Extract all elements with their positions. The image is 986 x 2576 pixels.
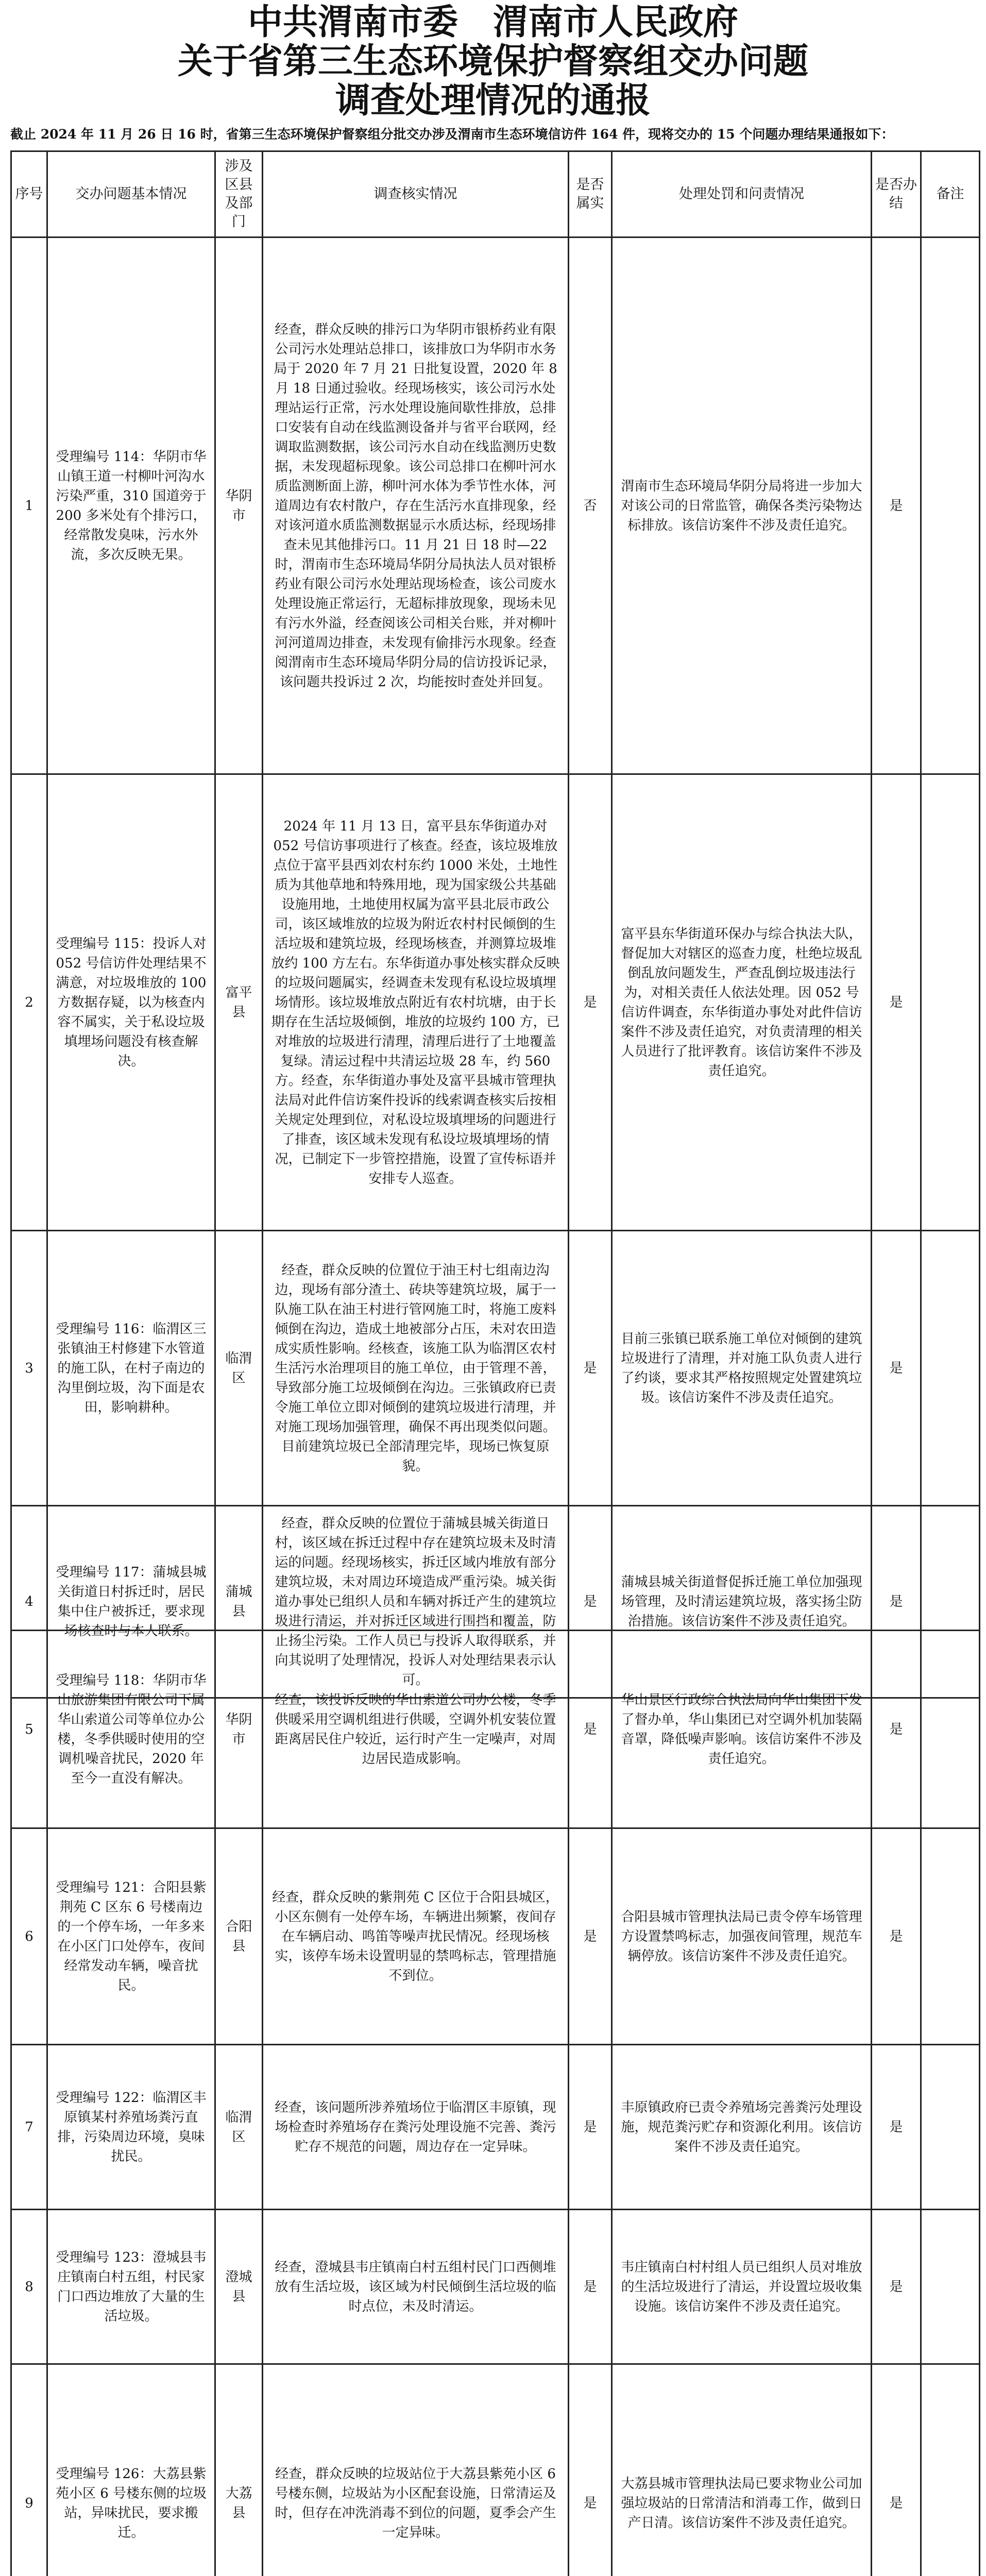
intro-paragraph: 截止 2024 年 11 月 26 日 16 时，省第三生态环境保护督察组分批交办涉及渭南市生态环境信访件 164 件，现将交办的 15 个问题办理结果通报如下：	[10, 127, 894, 142]
table-row	[11, 2045, 980, 2210]
cell-no: 2	[11, 774, 47, 1231]
document-title-line1: 关于省第三生态环境保护督察组交办问题	[177, 41, 808, 82]
cell-true-status: 是	[569, 2210, 612, 2364]
cell-district: 澄城县	[215, 2210, 263, 2364]
cell-remark	[921, 774, 980, 1231]
table-row	[11, 2210, 980, 2364]
cell-done: 是	[872, 1506, 921, 1698]
cell-true-status: 是	[569, 2364, 612, 2576]
cell-remark	[921, 1631, 980, 1828]
cell-handling: 富平县东华街道环保办与综合执法大队，督促加大对辖区的巡查力度，杜绝垃圾乱倒乱放问题发生，严查乱倒垃圾违法行为，对相关责任人依法处理。因 052 号信访件调查，东华街道办事处对此件信访案件不涉及责任追究，对负责清理的相关人员进行了批评教育。该信访案件不涉及责任追究。	[612, 774, 872, 1231]
cell-handling: 丰原镇政府已责令养殖场完善粪污处理设施，规范粪污贮存和资源化利用。该信访案件不涉及责任追究。	[612, 2045, 872, 2210]
cell-no: 6	[11, 1828, 47, 2045]
cell-handling: 渭南市生态环境局华阴分局将进一步加大对该公司的日常监管，确保各类污染物达标排放。该信访案件不涉及责任追究。	[612, 238, 872, 774]
cell-done: 是	[872, 1631, 921, 1828]
table-header-row	[11, 151, 980, 238]
cell-district: 华阴市	[215, 1631, 263, 1828]
cell-done: 是	[872, 2045, 921, 2210]
cell-true-status: 是	[569, 2045, 612, 2210]
cell-investigation: 经查，群众反映的排污口为华阴市银桥药业有限公司污水处理站总排口，该排放口为华阴市水务局于 2020 年 7 月 21 日批复设置，2020 年 8 月 18 日通过验收。经现场核实，该公司污水处理站运行正常，污水处理设施间歇性排放，总排口安装有自动在线监测设备并与省平台联网，经调取监测数据，该公司污水自动在线监测历史数据，未发现超标现象。该公司总排口在柳叶河水质监测断面上游，柳叶河水体为季节性水体，河道周边有农村散户，存在生活污水直排现象，经对该河道水质监测数据显示水质达标，经现场排查未见其他排污口。11 月 21 日 18 时—22 时，渭南市生态环境局华阴分局执法人员对银桥药业有限公司污水处理站现场检查，该公司废水处理设施正常运行，无超标排放现象，现场未见有污水外溢，经查阅该公司相关台账，并对柳叶河河道周边排查，未发现有偷排污水现象。经查阅渭南市生态环境局华阴分局的信访投诉记录，该问题共投诉过 2 次，均能按时查处并回复。	[263, 238, 569, 774]
cell-done: 是	[872, 1231, 921, 1506]
cell-remark	[921, 1828, 980, 2045]
cell-remark	[921, 2210, 980, 2364]
cell-district: 蒲城县	[215, 1506, 263, 1698]
col-header-true: 是否属实	[569, 151, 612, 238]
col-header-remark: 备注	[921, 151, 980, 238]
cell-true-status: 是	[569, 1231, 612, 1506]
cell-handling: 蒲城县城关街道督促拆迁施工单位加强现场管理，及时清运建筑垃圾，落实扬尘防治措施。该信访案件不涉及责任追究。	[612, 1506, 872, 1698]
cell-investigation: 经查，群众反映的垃圾站位于大荔县紫苑小区 6 号楼东侧，垃圾站为小区配套设施，日常清运及时，但存在冲洗消毒不到位的问题，夏季会产生一定异味。	[263, 2364, 569, 2576]
col-header-done: 是否办结	[872, 151, 921, 238]
cell-investigation: 经查，群众反映的位置位于油王村七组南边沟边，现场有部分渣土、砖块等建筑垃圾，属于一队施工队在油王村进行管网施工时，将施工废料倾倒在沟边，造成土地被部分占压，未对农田造成实质性影响。经核查，该施工队为临渭区农村生活污水治理项目的施工单位，由于管理不善，导致部分施工垃圾倾倒在沟边。三张镇政府已责令施工单位立即对倾倒的建筑垃圾进行清理，并对施工现场加强管理，确保不再出现类似问题。目前建筑垃圾已全部清理完毕，现场已恢复原貌。	[263, 1231, 569, 1506]
cell-district: 临渭区	[215, 2045, 263, 2210]
cell-district: 富平县	[215, 774, 263, 1231]
table-row	[11, 1231, 980, 1506]
cell-district: 临渭区	[215, 1231, 263, 1506]
cell-no: 8	[11, 2210, 47, 2364]
cell-no: 3	[11, 1231, 47, 1506]
cell-handling: 大荔县城市管理执法局已要求物业公司加强垃圾站的日常清洁和消毒工作，做到日产日清。该信访案件不涉及责任追究。	[612, 2364, 872, 2576]
cell-handling: 华山景区行政综合执法局向华山集团下发了督办单，华山集团已对空调外机加装隔音罩，降低噪声影响。该信访案件不涉及责任追究。	[612, 1631, 872, 1828]
cases-table-part2	[10, 1630, 980, 2576]
col-header-handling: 处理处罚和问责情况	[612, 151, 872, 238]
cell-no: 1	[11, 238, 47, 774]
cell-done: 是	[872, 2364, 921, 2576]
cell-handling: 韦庄镇南白村村组人员已组织人员对堆放的生活垃圾进行了清运，并设置垃圾收集设施。该信访案件不涉及责任追究。	[612, 2210, 872, 2364]
table-row	[11, 774, 980, 1231]
cell-investigation: 经查，该投诉反映的华山索道公司办公楼，冬季供暖采用空调机组进行供暖，空调外机安装位置距离居民住户较近，运行时产生一定噪声，对周边居民造成影响。	[263, 1631, 569, 1828]
cell-problem: 受理编号 122：临渭区丰原镇某村养殖场粪污直排，污染周边环境，臭味扰民。	[47, 2045, 215, 2210]
document-header	[0, 0, 986, 121]
cell-problem: 受理编号 121：合阳县紫荆苑 C 区东 6 号楼南边的一个停车场，一年多来在小区门口处停车，夜间经常发动车辆，噪音扰民。	[47, 1828, 215, 2045]
cell-true-status: 是	[569, 1631, 612, 1828]
cell-district: 大荔县	[215, 2364, 263, 2576]
cell-remark	[921, 238, 980, 774]
cell-remark	[921, 1231, 980, 1506]
cell-district: 华阴市	[215, 238, 263, 774]
cell-investigation: 2024 年 11 月 13 日，富平县东华街道办对 052 号信访事项进行了核查。经查，该垃圾堆放点位于富平县西刘农村东约 1000 米处，土地性质为其他草地和特殊用地，现为国家级公共基础设施用地，土地使用权属为富平县北辰市政公司，该区域堆放的垃圾为附近农村村民倾倒的生活垃圾和建筑垃圾，经现场核查，并测算垃圾堆放约 100 方左右。东华街道办事处核实群众反映的垃圾问题属实，经调查未发现有私设垃圾填埋场情形。该垃圾堆放点附近有农村坑塘，由于长期存在生活垃圾倾倒，堆放的垃圾约 100 方，已对堆放的垃圾进行清理，清理后进行了土地覆盖复绿。清运过程中共清运垃圾 28 车，约 560 方。经查，东华街道办事处及富平县城市管理执法局对此件信访案件投诉的线索调查核实后按相关规定处理到位，对私设垃圾填埋场的问题进行了排查，该区域未发现有私设垃圾填埋场的情况，已制定下一步管控措施，设置了宣传标语并安排专人巡查。	[263, 774, 569, 1231]
cell-investigation: 经查，群众反映的紫荆苑 C 区位于合阳县城区，小区东侧有一处停车场，车辆进出频繁，夜间存在车辆启动、鸣笛等噪声扰民情况。经现场核实，该停车场未设置明显的禁鸣标志，管理措施不到位。	[263, 1828, 569, 2045]
cell-problem: 受理编号 115：投诉人对 052 号信访件处理结果不满意，对垃圾堆放的 100 方数据存疑，以为核查内容不属实，关于私设垃圾填埋场问题没有核查解决。	[47, 774, 215, 1231]
cell-true-status: 是	[569, 1828, 612, 2045]
col-header-problem: 交办问题基本情况	[47, 151, 215, 238]
cell-problem: 受理编号 114：华阴市华山镇王道一村柳叶河沟水污染严重，310 国道旁于 200 多米处有个排污口，经常散发臭味，污水外流，多次反映无果。	[47, 238, 215, 774]
cell-true-status: 否	[569, 238, 612, 774]
cell-problem: 受理编号 117：蒲城县城关街道日村拆迁时，居民集中住户被拆迁，要求现场核查时与本人联系。	[47, 1506, 215, 1698]
table-row	[11, 2364, 980, 2576]
table-row	[11, 1631, 980, 1828]
cell-true-status: 是	[569, 774, 612, 1231]
col-header-district: 涉及区县及部门	[215, 151, 263, 238]
cell-done: 是	[872, 774, 921, 1231]
document-title-line2: 调查处理情况的通报	[335, 80, 651, 121]
cell-no: 9	[11, 2364, 47, 2576]
table-row	[11, 1828, 980, 2045]
cell-investigation: 经查，群众反映的位置位于蒲城县城关街道日村，该区域在拆迁过程中存在建筑垃圾未及时清运的问题。经现场核实，拆迁区域内堆放有部分建筑垃圾，未对周边环境造成严重污染。城关街道办事处已组织人员和车辆对拆迁产生的建筑垃圾进行清运，并对拆迁区域进行围挡和覆盖，防止扬尘污染。工作人员已与投诉人取得联系，并向其说明了处理情况，投诉人对处理结果表示认可。	[263, 1506, 569, 1698]
cell-investigation: 经查，澄城县韦庄镇南白村五组村民门口西侧堆放有生活垃圾，该区域为村民倾倒生活垃圾的临时点位，未及时清运。	[263, 2210, 569, 2364]
cell-problem: 受理编号 126：大荔县紫苑小区 6 号楼东侧的垃圾站，异味扰民，要求搬迁。	[47, 2364, 215, 2576]
cell-done: 是	[872, 2210, 921, 2364]
cell-problem: 受理编号 123：澄城县韦庄镇南白村五组，村民家门口西边堆放了大量的生活垃圾。	[47, 2210, 215, 2364]
issuing-organization: 中共渭南市委 渭南市人民政府	[247, 2, 738, 43]
cell-no: 4	[11, 1506, 47, 1698]
cell-problem: 受理编号 116：临渭区三张镇油王村修建下水管道的施工队，在村子南边的沟里倒垃圾，沟下面是农田，影响耕种。	[47, 1231, 215, 1506]
cell-remark	[921, 2364, 980, 2576]
cell-district: 合阳县	[215, 1828, 263, 2045]
cell-no: 5	[11, 1631, 47, 1828]
table-row	[11, 238, 980, 774]
col-header-investigation: 调查核实情况	[263, 151, 569, 238]
col-header-no: 序号	[11, 151, 47, 238]
cell-no: 7	[11, 2045, 47, 2210]
cell-investigation: 经查，该问题所涉养殖场位于临渭区丰原镇，现场检查时养殖场存在粪污处理设施不完善、粪污贮存不规范的问题，周边存在一定异味。	[263, 2045, 569, 2210]
cell-done: 是	[872, 238, 921, 774]
cell-problem: 受理编号 118：华阴市华山旅游集团有限公司下属华山索道公司等单位办公楼，冬季供暖时使用的空调机噪音扰民，2020 年至今一直没有解决。	[47, 1631, 215, 1828]
cell-true-status: 是	[569, 1506, 612, 1698]
cell-handling: 合阳县城市管理执法局已责令停车场管理方设置禁鸣标志，加强夜间管理，规范车辆停放。该信访案件不涉及责任追究。	[612, 1828, 872, 2045]
cell-done: 是	[872, 1828, 921, 2045]
cell-handling: 目前三张镇已联系施工单位对倾倒的建筑垃圾进行了清理，并对施工队负责人进行了约谈，要求其严格按照规定处置建筑垃圾。该信访案件不涉及责任追究。	[612, 1231, 872, 1506]
cases-table-part1	[10, 150, 980, 1699]
cell-remark	[921, 2045, 980, 2210]
